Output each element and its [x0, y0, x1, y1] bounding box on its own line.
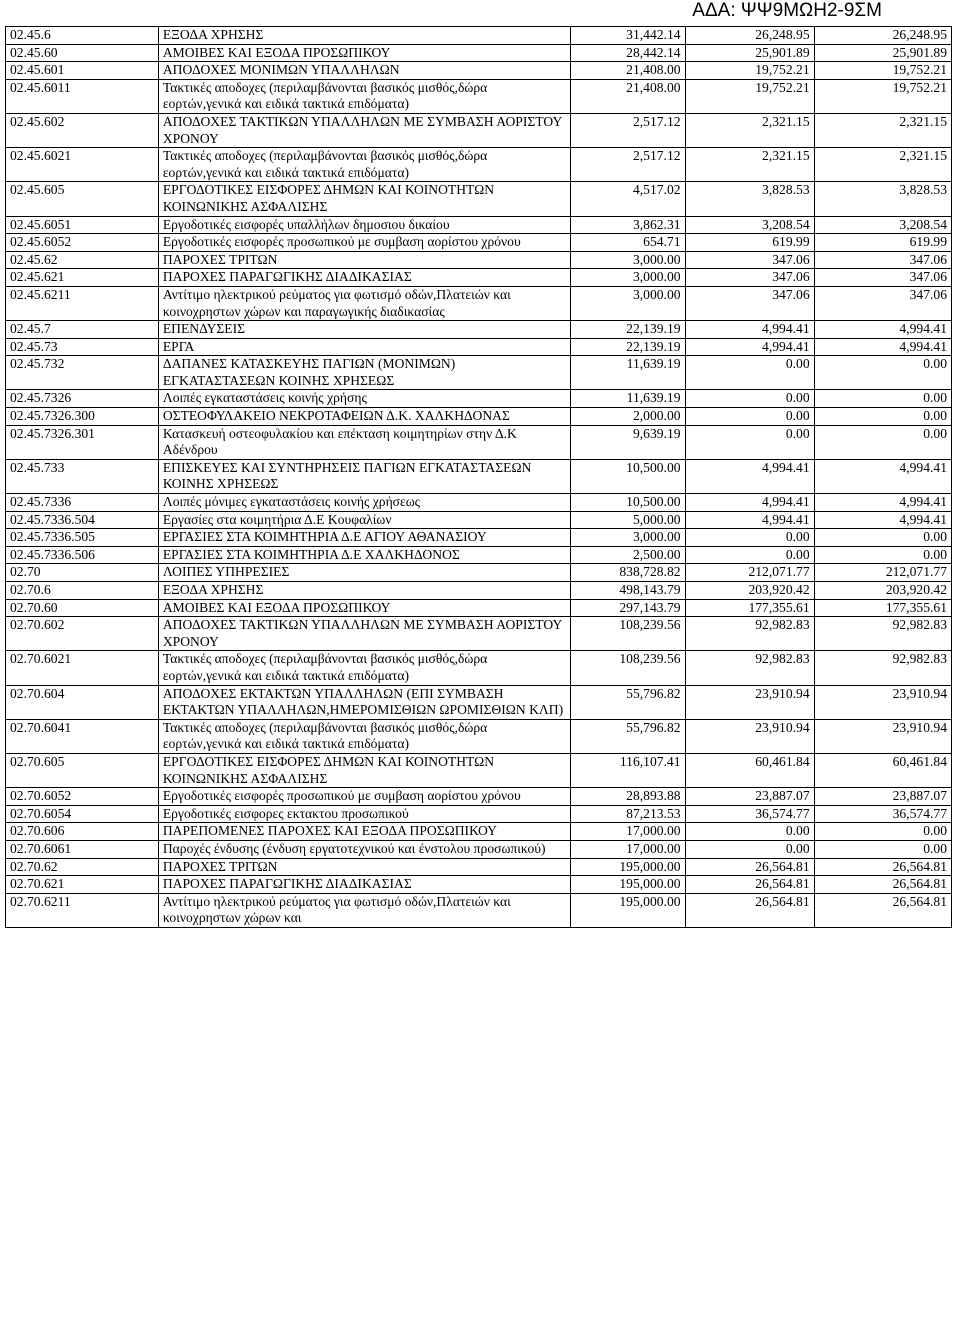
row-paid-amount: 0.00 — [814, 546, 951, 564]
row-committed-amount: 0.00 — [685, 840, 814, 858]
row-committed-amount: 19,752.21 — [685, 79, 814, 113]
row-committed-amount: 4,994.41 — [685, 321, 814, 339]
table-row — [6, 564, 952, 582]
row-budget-amount: 108,239.56 — [570, 617, 685, 651]
row-committed-amount: 619.99 — [685, 234, 814, 252]
row-paid-amount: 36,574.77 — [814, 805, 951, 823]
row-committed-amount: 19,752.21 — [685, 62, 814, 80]
row-code: 02.45.6 — [6, 27, 159, 45]
row-description: ΕΡΓΑΣΙΕΣ ΣΤΑ ΚΟΙΜΗΤΗΡΙΑ Δ.Ε ΑΓΙΟΥ ΑΘΑΝΑΣΙΟΥ — [158, 529, 570, 547]
row-paid-amount: 60,461.84 — [814, 753, 951, 787]
row-paid-amount: 177,355.61 — [814, 599, 951, 617]
row-budget-amount: 10,500.00 — [570, 459, 685, 493]
table-row — [6, 582, 952, 600]
row-committed-amount: 23,887.07 — [685, 788, 814, 806]
table-row — [6, 753, 952, 787]
row-budget-amount: 22,139.19 — [570, 321, 685, 339]
row-committed-amount: 212,071.77 — [685, 564, 814, 582]
row-budget-amount: 55,796.82 — [570, 719, 685, 753]
row-code: 02.45.7336.504 — [6, 511, 159, 529]
row-description: Εργοδοτικές εισφορές υπαλλήλων δημοσιου δικαίου — [158, 216, 570, 234]
table-row — [6, 840, 952, 858]
table-row — [6, 113, 952, 147]
row-committed-amount: 23,910.94 — [685, 685, 814, 719]
row-budget-amount: 116,107.41 — [570, 753, 685, 787]
row-code: 02.70.621 — [6, 876, 159, 894]
table-row — [6, 148, 952, 182]
row-description: ΔΑΠΑΝΕΣ ΚΑΤΑΣΚΕΥΗΣ ΠΑΓΙΩΝ (ΜΟΝΙΜΩΝ) ΕΓΚΑΤΑΣΤΑΣΕΩΝ ΚΟΙΝΗΣ ΧΡΗΣΕΩΣ — [158, 356, 570, 390]
row-budget-amount: 10,500.00 — [570, 494, 685, 512]
budget-table — [5, 26, 952, 928]
row-code: 02.45.7336.505 — [6, 529, 159, 547]
table-row — [6, 425, 952, 459]
row-paid-amount: 3,208.54 — [814, 216, 951, 234]
row-code: 02.45.732 — [6, 356, 159, 390]
row-budget-amount: 11,639.19 — [570, 356, 685, 390]
table-row — [6, 529, 952, 547]
table-row — [6, 62, 952, 80]
row-code: 02.45.62 — [6, 251, 159, 269]
row-paid-amount: 347.06 — [814, 286, 951, 320]
table-row — [6, 805, 952, 823]
row-committed-amount: 347.06 — [685, 269, 814, 287]
table-row — [6, 234, 952, 252]
row-paid-amount: 4,994.41 — [814, 459, 951, 493]
row-description: ΠΑΡΟΧΕΣ ΤΡΙΤΩΝ — [158, 858, 570, 876]
row-paid-amount: 0.00 — [814, 356, 951, 390]
row-description: Εργασίες στα κοιμητήρια Δ.Ε Κουφαλίων — [158, 511, 570, 529]
row-description: ΕΡΓΑ — [158, 338, 570, 356]
row-paid-amount: 92,982.83 — [814, 651, 951, 685]
row-committed-amount: 23,910.94 — [685, 719, 814, 753]
row-committed-amount: 0.00 — [685, 546, 814, 564]
row-code: 02.70.6054 — [6, 805, 159, 823]
row-code: 02.45.7 — [6, 321, 159, 339]
row-budget-amount: 3,000.00 — [570, 529, 685, 547]
table-row — [6, 27, 952, 45]
row-description: ΕΡΓΟΔΟΤΙΚΕΣ ΕΙΣΦΟΡΕΣ ΔΗΜΩΝ ΚΑΙ ΚΟΙΝΟΤΗΤΩΝ ΚΟΙΝΩΝΙΚΗΣ ΑΣΦΑΛΙΣΗΣ — [158, 753, 570, 787]
row-code: 02.45.733 — [6, 459, 159, 493]
row-budget-amount: 2,500.00 — [570, 546, 685, 564]
row-budget-amount: 21,408.00 — [570, 79, 685, 113]
row-budget-amount: 31,442.14 — [570, 27, 685, 45]
row-budget-amount: 195,000.00 — [570, 858, 685, 876]
row-paid-amount: 619.99 — [814, 234, 951, 252]
row-budget-amount: 3,000.00 — [570, 286, 685, 320]
row-budget-amount: 195,000.00 — [570, 876, 685, 894]
row-paid-amount: 92,982.83 — [814, 617, 951, 651]
row-budget-amount: 28,893.88 — [570, 788, 685, 806]
row-description: Παροχές ένδυσης (ένδυση εργατοτεχνικού και ένστολου προσωπικού) — [158, 840, 570, 858]
row-code: 02.45.73 — [6, 338, 159, 356]
table-row — [6, 511, 952, 529]
row-budget-amount: 11,639.19 — [570, 390, 685, 408]
row-paid-amount: 26,564.81 — [814, 858, 951, 876]
row-paid-amount: 4,994.41 — [814, 494, 951, 512]
row-description: Τακτικές αποδοχες (περιλαμβάνονται βασικός μισθός,δώρα εορτών,γενικά και ειδικά τακτικά επιδόματα) — [158, 719, 570, 753]
row-committed-amount: 203,920.42 — [685, 582, 814, 600]
row-paid-amount: 26,564.81 — [814, 893, 951, 927]
table-row — [6, 338, 952, 356]
table-row — [6, 876, 952, 894]
row-budget-amount: 108,239.56 — [570, 651, 685, 685]
row-committed-amount: 347.06 — [685, 251, 814, 269]
row-paid-amount: 0.00 — [814, 425, 951, 459]
row-description: ΑΜΟΙΒΕΣ ΚΑΙ ΕΞΟΔΑ ΠΡΟΣΩΠΙΚΟΥ — [158, 44, 570, 62]
row-committed-amount: 2,321.15 — [685, 113, 814, 147]
row-budget-amount: 195,000.00 — [570, 893, 685, 927]
table-row — [6, 546, 952, 564]
row-code: 02.45.6051 — [6, 216, 159, 234]
row-code: 02.70.605 — [6, 753, 159, 787]
table-row — [6, 79, 952, 113]
row-paid-amount: 2,321.15 — [814, 113, 951, 147]
row-budget-amount: 2,000.00 — [570, 408, 685, 426]
row-committed-amount: 36,574.77 — [685, 805, 814, 823]
row-description: ΕΡΓΟΔΟΤΙΚΕΣ ΕΙΣΦΟΡΕΣ ΔΗΜΩΝ ΚΑΙ ΚΟΙΝΟΤΗΤΩΝ ΚΟΙΝΩΝΙΚΗΣ ΑΣΦΑΛΙΣΗΣ — [158, 182, 570, 216]
row-code: 02.45.7336 — [6, 494, 159, 512]
row-committed-amount: 0.00 — [685, 823, 814, 841]
row-paid-amount: 347.06 — [814, 251, 951, 269]
row-paid-amount: 203,920.42 — [814, 582, 951, 600]
row-description: ΛΟΙΠΕΣ ΥΠΗΡΕΣΙΕΣ — [158, 564, 570, 582]
row-description: ΑΠΟΔΟΧΕΣ ΤΑΚΤΙΚΩΝ ΥΠΑΛΛΗΛΩΝ ΜΕ ΣΥΜΒΑΣΗ ΑΟΡΙΣΤΟΥ ΧΡΟΝΟΥ — [158, 113, 570, 147]
table-row — [6, 893, 952, 927]
row-code: 02.45.7326.301 — [6, 425, 159, 459]
row-description: Αντίτιμο ηλεκτρικού ρεύματος για φωτισμό οδών,Πλατειών και κοινοχρηστων χώρων και — [158, 893, 570, 927]
row-description: ΑΜΟΙΒΕΣ ΚΑΙ ΕΞΟΔΑ ΠΡΟΣΩΠΙΚΟΥ — [158, 599, 570, 617]
row-committed-amount: 26,564.81 — [685, 876, 814, 894]
row-code: 02.70.60 — [6, 599, 159, 617]
row-description: ΟΣΤΕΟΦΥΛΑΚΕΙΟ ΝΕΚΡΟΤΑΦΕΙΩΝ Δ.Κ. ΧΑΛΚΗΔΟΝΑΣ — [158, 408, 570, 426]
row-committed-amount: 2,321.15 — [685, 148, 814, 182]
row-code: 02.70.6211 — [6, 893, 159, 927]
row-description: ΠΑΡΕΠΟΜΕΝΕΣ ΠΑΡΟΧΕΣ ΚΑΙ ΕΞΟΔΑ ΠΡΟΣΩΠΙΚΟΥ — [158, 823, 570, 841]
row-committed-amount: 60,461.84 — [685, 753, 814, 787]
row-description: ΑΠΟΔΟΧΕΣ ΤΑΚΤΙΚΩΝ ΥΠΑΛΛΗΛΩΝ ΜΕ ΣΥΜΒΑΣΗ ΑΟΡΙΣΤΟΥ ΧΡΟΝΟΥ — [158, 617, 570, 651]
row-committed-amount: 92,982.83 — [685, 651, 814, 685]
row-committed-amount: 3,828.53 — [685, 182, 814, 216]
row-description: Τακτικές αποδοχες (περιλαμβάνονται βασικός μισθός,δώρα εορτών,γενικά και ειδικά τακτικά επιδόματα) — [158, 79, 570, 113]
table-row — [6, 651, 952, 685]
row-budget-amount: 838,728.82 — [570, 564, 685, 582]
budget-table-body — [6, 27, 952, 928]
row-budget-amount: 55,796.82 — [570, 685, 685, 719]
row-description: ΕΞΟΔΑ ΧΡΗΣΗΣ — [158, 27, 570, 45]
row-committed-amount: 92,982.83 — [685, 617, 814, 651]
table-row — [6, 719, 952, 753]
row-paid-amount: 0.00 — [814, 390, 951, 408]
row-description: Αντίτιμο ηλεκτρικού ρεύματος για φωτισμό οδών,Πλατειών και κοινοχρηστων χώρων και παραγωγικής διαδικασίας — [158, 286, 570, 320]
row-description: Κατασκευή οστεοφυλακίου και επέκταση κοιμητηρίων στην Δ.Κ Αδένδρου — [158, 425, 570, 459]
row-committed-amount: 0.00 — [685, 425, 814, 459]
row-budget-amount: 22,139.19 — [570, 338, 685, 356]
row-paid-amount: 26,564.81 — [814, 876, 951, 894]
row-code: 02.70.62 — [6, 858, 159, 876]
row-code: 02.45.602 — [6, 113, 159, 147]
table-row — [6, 356, 952, 390]
row-committed-amount: 4,994.41 — [685, 338, 814, 356]
ada-code: ΑΔΑ: ΨΨ9ΜΩΗ2-9ΣΜ — [692, 0, 882, 21]
row-budget-amount: 2,517.12 — [570, 113, 685, 147]
row-paid-amount: 19,752.21 — [814, 62, 951, 80]
row-paid-amount: 0.00 — [814, 408, 951, 426]
row-paid-amount: 25,901.89 — [814, 44, 951, 62]
row-code: 02.45.6052 — [6, 234, 159, 252]
row-code: 02.70.602 — [6, 617, 159, 651]
row-committed-amount: 25,901.89 — [685, 44, 814, 62]
row-committed-amount: 26,564.81 — [685, 893, 814, 927]
table-row — [6, 494, 952, 512]
row-code: 02.45.7326.300 — [6, 408, 159, 426]
row-budget-amount: 28,442.14 — [570, 44, 685, 62]
row-paid-amount: 26,248.95 — [814, 27, 951, 45]
row-committed-amount: 4,994.41 — [685, 494, 814, 512]
table-row — [6, 251, 952, 269]
row-committed-amount: 26,564.81 — [685, 858, 814, 876]
table-row — [6, 390, 952, 408]
row-committed-amount: 0.00 — [685, 356, 814, 390]
row-description: ΑΠΟΔΟΧΕΣ ΜΟΝΙΜΩΝ ΥΠΑΛΛΗΛΩΝ — [158, 62, 570, 80]
row-budget-amount: 87,213.53 — [570, 805, 685, 823]
row-budget-amount: 21,408.00 — [570, 62, 685, 80]
table-row — [6, 216, 952, 234]
row-budget-amount: 3,000.00 — [570, 269, 685, 287]
row-budget-amount: 9,639.19 — [570, 425, 685, 459]
row-paid-amount: 23,910.94 — [814, 719, 951, 753]
row-paid-amount: 19,752.21 — [814, 79, 951, 113]
row-description: ΕΠΙΣΚΕΥΕΣ ΚΑΙ ΣΥΝΤΗΡΗΣΕΙΣ ΠΑΓΙΩΝ ΕΓΚΑΤΑΣΤΑΣΕΩΝ ΚΟΙΝΗΣ ΧΡΗΣΕΩΣ — [158, 459, 570, 493]
row-description: ΕΡΓΑΣΙΕΣ ΣΤΑ ΚΟΙΜΗΤΗΡΙΑ Δ.Ε ΧΑΛΚΗΔΟΝΟΣ — [158, 546, 570, 564]
row-description: ΠΑΡΟΧΕΣ ΤΡΙΤΩΝ — [158, 251, 570, 269]
row-budget-amount: 4,517.02 — [570, 182, 685, 216]
row-description: ΠΑΡΟΧΕΣ ΠΑΡΑΓΩΓΙΚΗΣ ΔΙΑΔΙΚΑΣΙΑΣ — [158, 876, 570, 894]
row-paid-amount: 3,828.53 — [814, 182, 951, 216]
row-description: ΕΞΟΔΑ ΧΡΗΣΗΣ — [158, 582, 570, 600]
row-code: 02.45.7336.506 — [6, 546, 159, 564]
row-description: Λοιπές μόνιμες εγκαταστάσεις κοινής χρήσεως — [158, 494, 570, 512]
row-code: 02.45.6011 — [6, 79, 159, 113]
table-row — [6, 286, 952, 320]
row-budget-amount: 17,000.00 — [570, 823, 685, 841]
row-budget-amount: 17,000.00 — [570, 840, 685, 858]
row-budget-amount: 5,000.00 — [570, 511, 685, 529]
table-row — [6, 408, 952, 426]
row-paid-amount: 0.00 — [814, 823, 951, 841]
table-row — [6, 44, 952, 62]
row-description: ΠΑΡΟΧΕΣ ΠΑΡΑΓΩΓΙΚΗΣ ΔΙΑΔΙΚΑΣΙΑΣ — [158, 269, 570, 287]
row-code: 02.45.6021 — [6, 148, 159, 182]
row-code: 02.45.60 — [6, 44, 159, 62]
table-row — [6, 788, 952, 806]
table-row — [6, 823, 952, 841]
row-committed-amount: 4,994.41 — [685, 511, 814, 529]
row-paid-amount: 0.00 — [814, 840, 951, 858]
row-description: Τακτικές αποδοχες (περιλαμβάνονται βασικός μισθός,δώρα εορτών,γενικά και ειδικά τακτικά επιδόματα) — [158, 148, 570, 182]
row-code: 02.70.6052 — [6, 788, 159, 806]
row-code: 02.70.606 — [6, 823, 159, 841]
row-code: 02.45.6211 — [6, 286, 159, 320]
row-paid-amount: 23,910.94 — [814, 685, 951, 719]
row-code: 02.70.6041 — [6, 719, 159, 753]
row-description: Τακτικές αποδοχες (περιλαμβάνονται βασικός μισθός,δώρα εορτών,γενικά και ειδικά τακτικά επιδόματα) — [158, 651, 570, 685]
row-committed-amount: 177,355.61 — [685, 599, 814, 617]
table-row — [6, 599, 952, 617]
row-budget-amount: 3,000.00 — [570, 251, 685, 269]
table-row — [6, 269, 952, 287]
table-row — [6, 685, 952, 719]
row-description: ΑΠΟΔΟΧΕΣ ΕΚΤΑΚΤΩΝ ΥΠΑΛΛΗΛΩΝ (ΕΠΙ ΣΥΜΒΑΣΗ ΕΚΤΑΚΤΩΝ ΥΠΑΛΛΗΛΩΝ,ΗΜΕΡΟΜΙΣΘΙΩΝ ΩΡΟΜΙΣΘΙΩΝ ΚΛΠ) — [158, 685, 570, 719]
row-committed-amount: 4,994.41 — [685, 459, 814, 493]
row-budget-amount: 297,143.79 — [570, 599, 685, 617]
row-committed-amount: 3,208.54 — [685, 216, 814, 234]
row-paid-amount: 0.00 — [814, 529, 951, 547]
row-committed-amount: 0.00 — [685, 390, 814, 408]
row-committed-amount: 0.00 — [685, 408, 814, 426]
row-description: ΕΠΕΝΔΥΣΕΙΣ — [158, 321, 570, 339]
row-paid-amount: 212,071.77 — [814, 564, 951, 582]
table-row — [6, 617, 952, 651]
table-row — [6, 459, 952, 493]
row-budget-amount: 3,862.31 — [570, 216, 685, 234]
row-committed-amount: 347.06 — [685, 286, 814, 320]
row-paid-amount: 2,321.15 — [814, 148, 951, 182]
row-committed-amount: 26,248.95 — [685, 27, 814, 45]
row-paid-amount: 4,994.41 — [814, 511, 951, 529]
table-row — [6, 321, 952, 339]
row-committed-amount: 0.00 — [685, 529, 814, 547]
row-code: 02.45.601 — [6, 62, 159, 80]
row-paid-amount: 4,994.41 — [814, 321, 951, 339]
row-budget-amount: 498,143.79 — [570, 582, 685, 600]
row-code: 02.45.7326 — [6, 390, 159, 408]
row-budget-amount: 2,517.12 — [570, 148, 685, 182]
row-code: 02.70.6061 — [6, 840, 159, 858]
row-description: Λοιπές εγκαταστάσεις κοινής χρήσης — [158, 390, 570, 408]
row-paid-amount: 347.06 — [814, 269, 951, 287]
row-code: 02.70.604 — [6, 685, 159, 719]
row-description: Εργοδοτικές εισφορές προσωπικού με συμβαση αορίστου χρόνου — [158, 234, 570, 252]
row-code: 02.45.621 — [6, 269, 159, 287]
row-budget-amount: 654.71 — [570, 234, 685, 252]
row-paid-amount: 4,994.41 — [814, 338, 951, 356]
row-description: Εργοδοτικές εισφορές προσωπικού με συμβαση αορίστου χρόνου — [158, 788, 570, 806]
row-code: 02.70.6 — [6, 582, 159, 600]
table-row — [6, 858, 952, 876]
row-description: Εργοδοτικές εισφορες εκτακτου προσωπικού — [158, 805, 570, 823]
row-code: 02.70 — [6, 564, 159, 582]
table-row — [6, 182, 952, 216]
row-paid-amount: 23,887.07 — [814, 788, 951, 806]
row-code: 02.45.605 — [6, 182, 159, 216]
row-code: 02.70.6021 — [6, 651, 159, 685]
